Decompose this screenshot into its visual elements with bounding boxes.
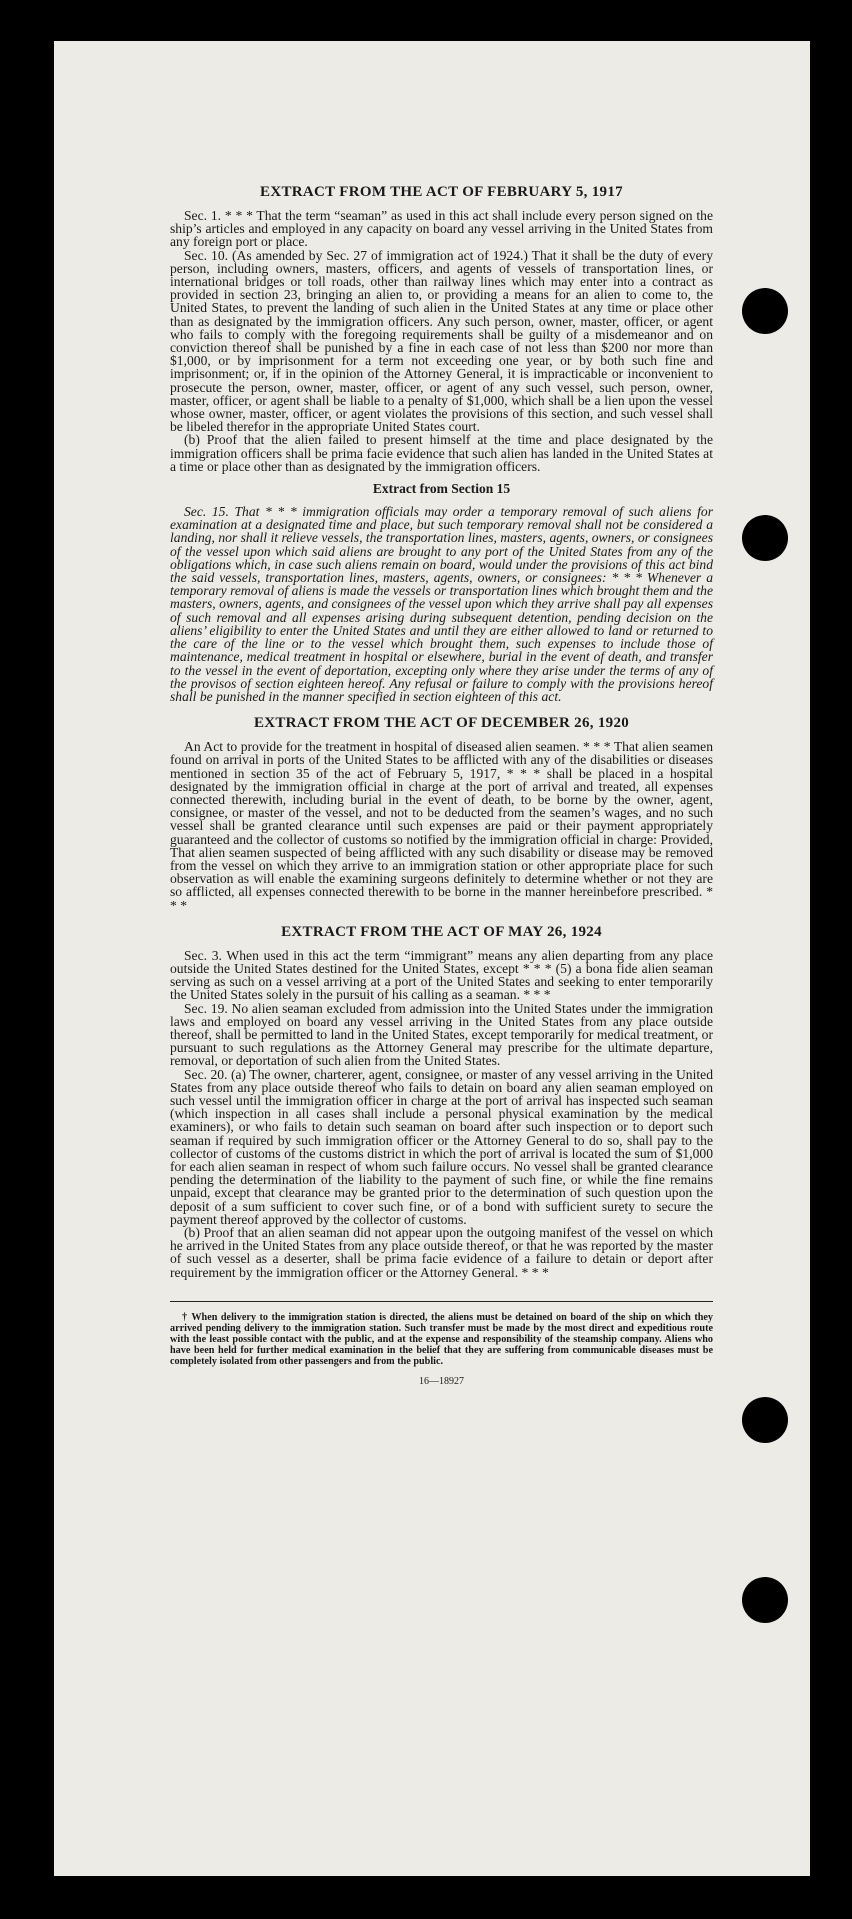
paragraph-sec3: Sec. 3. When used in this act the term “immigrant” means any alien departing from any place outside the United States destined for the United States, except * * * (5) a bona fide alien seaman serving as such on a vessel arriving at a port of the United States and seeking to enter temporarily the United States solely in the pursuit of his calling as a seaman. * * * bbox=[170, 947, 713, 1003]
footnote-divider bbox=[170, 1301, 713, 1302]
paragraph-sec20a: Sec. 20. (a) The owner, charterer, agent, consignee, or master of any vessel arriving in the United States from any place outside thereof who fails to detain on board any alien seaman employed on such vessel until the immigration officer in charge at the port of arrival has inspected such seaman (which inspection in all cases shall include a personal physical examination by the medical examiners), or who fails to detain such seaman on board after such inspection or to deport such seaman if required by such immigration officer or the Attorney General to do so, shall pay to the collector of customs of the customs district in which the port of arrival is located the sum of $1,000 for each alien seaman in respect of whom such failure occurs. No vessel shall be granted clearance pending the determination of the liability to the payment of such fine, or while the fine remains unpaid, except that clearance may be granted prior to the determination of such question upon the deposit of a sum sufficient to cover such fine, or of a bond with sufficient surety to secure the payment thereof approved by the collector of customs. bbox=[170, 1066, 713, 1227]
subheading-section-15: Extract from Section 15 bbox=[372, 481, 511, 497]
punch-hole bbox=[742, 1397, 788, 1443]
paragraph-sec20b: (b) Proof that an alien seaman did not appear upon the outgoing manifest of the vessel on which he arrived in the United States from any place outside thereof, or that he was reported by the master of such vessel as a deserter, shall be prima facie evidence of a failure to detain or deport after requirement by the immigration officer or the Attorney General. * * * bbox=[170, 1225, 713, 1280]
footnote: † When delivery to the immigration station is directed, the aliens must be detained on board of the ship on which they arrived pending delivery to the immigration station. Such transfer must be made by the most direct and expeditious route with the least possible contact with the public, and at the expense and responsibility of the steamship company. Aliens who have been held for further medical examination in the belief that they are suffering from communicable diseases must be completely isolated from other passengers and from the public. bbox=[170, 1311, 713, 1367]
punch-hole bbox=[742, 515, 788, 561]
paragraph-sec19: Sec. 19. No alien seaman excluded from admission into the United States under the immigration laws and employed on board any vessel arriving in the United States from any place outside thereof, shall be permitted to land in the United States, except temporarily for medical treatment, or pursuant to such regulations as the Attorney General may prescribe for the ultimate departure, removal, or deportation of such alien from the United States. bbox=[170, 1000, 713, 1069]
punch-hole bbox=[742, 1577, 788, 1623]
heading-act-1924: EXTRACT FROM THE ACT OF MAY 26, 1924 bbox=[281, 923, 602, 940]
print-code: 16—18927 bbox=[419, 1375, 464, 1387]
punch-hole bbox=[742, 288, 788, 334]
paragraph-1920: An Act to provide for the treatment in hospital of diseased alien seamen. * * * That alien seamen found on arrival in ports of the United States to be afflicted with any of the disabilities or diseases mentioned in section 35 of the act of February 5, 1917, * * * shall be placed in a hospital designated by the immigration official in charge at the port of arrival and treated, all expenses connected therewith, including burial in the event of death, to be borne by the owner, agent, consignee, or master of the vessel, and not to be deducted from the seamen’s wages, and no such vessel shall be granted clearance until such expenses are paid or their payment appropriately guaranteed and the collector of customs so notified by the immigration official in charge: Provided, That alien seamen suspected of being afflicted with any such disability or disease may be removed from the vessel on which they arrive to an immigration station or other appropriate place for such observation as will enable the examining surgeons definitely to determine whether or not they are so afflicted, all expenses connected therewith to be borne in the manner hereinbefore prescribed. * * * bbox=[170, 739, 713, 913]
document-page bbox=[54, 41, 810, 1876]
paragraph-sec1: Sec. 1. * * * That the term “seaman” as used in this act shall include every person signed on the ship’s articles and employed in any capacity on board any vessel arriving in the United States from any foreign port or place. bbox=[170, 208, 713, 250]
heading-act-1920: EXTRACT FROM THE ACT OF DECEMBER 26, 1920 bbox=[253, 715, 630, 732]
paragraph-sec10: Sec. 10. (As amended by Sec. 27 of immigration act of 1924.) That it shall be the duty of every person, including owners, masters, officers, and agents of vessels of transportation lines, or international bridges or toll roads, other than railway lines which may enter into a contract as provided in section 23, bringing an alien to, or providing a means for an alien to come to, the United States, to prevent the landing of such alien in the United States at any time or place other than as designated by the immigration officers. Any such person, owner, master, officer, or agent who fails to comply with the foregoing requirements shall be guilty of a misdemeanor and on conviction thereof shall be punished by a fine in each case of not less than $200 nor more than $1,000, or by imprisonment for a term not exceeding one year, or by both such fine and imprisonment; or, if in the opinion of the Attorney General, it is impracticable or inconvenient to prosecute the person, owner, master, officer, or agent of any such vessel, such person, owner, master, officer, or agent shall be liable to a penalty of $1,000, which shall be a lien upon the vessel whose owner, master, officer, or agent violates the provisions of this section, and such vessel shall be libeled therefor in the appropriate United States court. bbox=[170, 247, 713, 435]
paragraph-sec10b: (b) Proof that the alien failed to present himself at the time and place designated by the immigration officers shall be prima facie evidence that such alien has landed in the United States at a time or place other than as designated by the immigration officers. bbox=[170, 432, 713, 474]
paragraph-sec15: Sec. 15. That * * * immigration officials may order a temporary removal of such aliens for examination at a designated time and place, but such temporary removal shall not be considered a landing, nor shall it relieve vessels, the transportation lines, masters, agents, owners, or consignees of the vessel upon which said aliens are brought to any port of the United States from any of the obligations which, in case such aliens remain on board, would under the provisions of this act bind the said vessels, transportation lines, masters, agents, owners, or consignees: * * * Whenever a temporary removal of aliens is made the vessels or transportation lines which brought them and the masters, owners, agents, and consignees of the vessel upon which they arrive shall pay all expenses of such removal and all expenses arising during subsequent detention, pending decision on the aliens’ eligibility to enter the United States and until they are either allowed to land or returned to the care of the line or to the vessel which brought them, such expenses to include those of maintenance, medical treatment in hospital or elsewhere, burial in the event of death, and transfer to the vessel in the event of deportation, excepting only where they arise under the terms of any of the provisos of section eighteen hereof. Any refusal or failure to comply with the provisions hereof shall be punished in the manner specified in section eighteen of this act. bbox=[170, 504, 713, 704]
heading-act-1917: EXTRACT FROM THE ACT OF FEBRUARY 5, 1917 bbox=[260, 184, 623, 200]
